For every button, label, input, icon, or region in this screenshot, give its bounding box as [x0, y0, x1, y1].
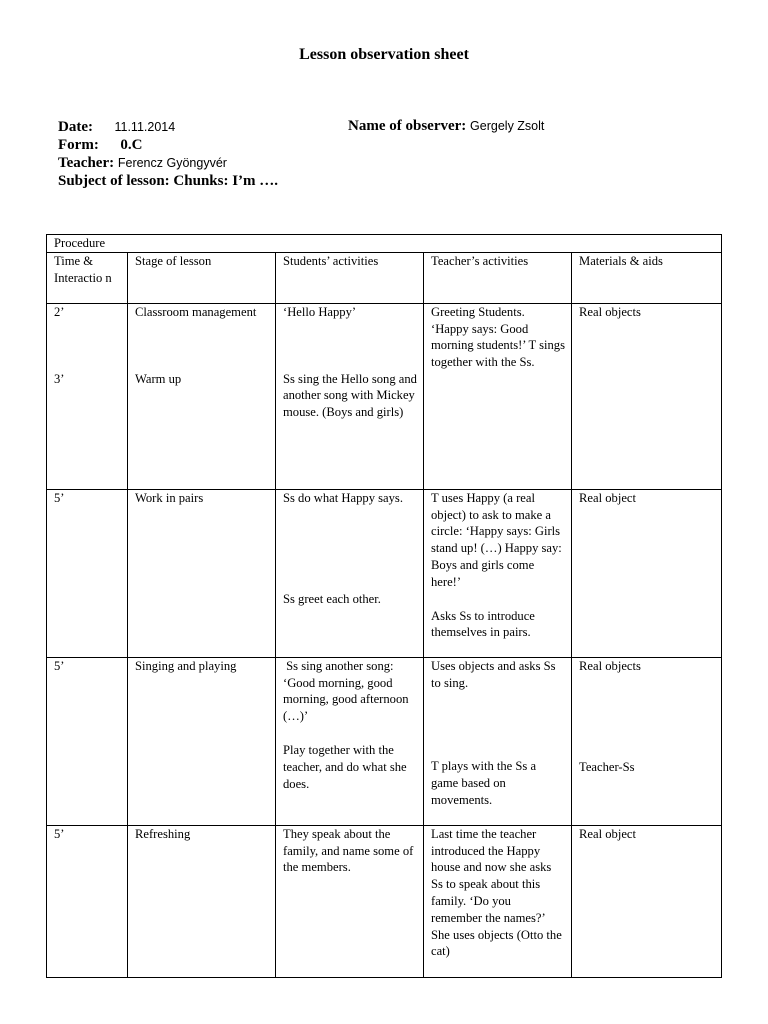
stage-value: Classroom management — [135, 304, 257, 319]
observation-table — [46, 234, 722, 978]
table-row — [47, 825, 722, 977]
date-row — [58, 118, 278, 136]
time-cell — [47, 657, 128, 825]
materials-cell — [572, 657, 722, 825]
students-value: Ss do what Happy says. — [283, 490, 403, 505]
materials-cell — [572, 303, 722, 489]
table-row — [47, 489, 722, 657]
students-value: Ss sing another song: ‘Good morning, good morning, good afternoon (…)’ — [283, 658, 412, 724]
header-teacher: Teacher’s activities — [424, 252, 572, 303]
header-students: Students’ activities — [276, 252, 424, 303]
materials-cell — [572, 489, 722, 657]
time-value: 2’ — [54, 304, 65, 319]
materials-value: Real object — [579, 490, 636, 505]
stage-value: Work in pairs — [135, 490, 204, 505]
time-cell — [47, 303, 128, 489]
time-value: 5’ — [54, 490, 65, 505]
document-title: Lesson observation sheet — [299, 46, 469, 63]
stage-cell — [128, 657, 276, 825]
header-materials: Materials & aids — [572, 252, 722, 303]
procedure-cell: Procedure — [47, 235, 722, 253]
teacher-value: T uses Happy (a real object) to ask to make a circle: ‘Happy says: Girls stand up! (…) Happy say: Boys and girls come here!’ — [431, 490, 562, 589]
stage-cell — [128, 489, 276, 657]
form-label: Form: — [58, 137, 99, 153]
subject-value: Chunks: I’m …. — [173, 173, 279, 189]
table-row — [47, 303, 722, 489]
procedure-row — [47, 235, 722, 253]
materials-value: Teacher-Ss — [579, 759, 635, 774]
teacher-cell — [424, 657, 572, 825]
stage-value: Singing and playing — [135, 658, 237, 673]
stage-value: Refreshing — [135, 826, 191, 841]
observer-value: Gergely Zsolt — [470, 119, 545, 133]
subject-label: Subject of lesson: — [58, 173, 170, 189]
students-value: Play together with the teacher, and do what she does. — [283, 742, 407, 791]
header-stage: Stage of lesson — [128, 252, 276, 303]
teacher-value: Ferencz Gyöngyvér — [117, 156, 227, 170]
materials-value: Real object — [579, 826, 636, 841]
teacher-value: Asks Ss to introduce themselves in pairs. — [431, 608, 535, 640]
time-value: 5’ — [54, 826, 65, 841]
teacher-value: Uses objects and asks Ss to sing. — [431, 658, 556, 690]
materials-cell — [572, 825, 722, 977]
stage-value: Warm up — [135, 371, 182, 386]
lesson-meta — [58, 118, 278, 190]
date-value: 11.11.2014 — [114, 120, 176, 134]
students-value: ‘Hello Happy’ — [283, 304, 357, 319]
time-value: 3’ — [54, 371, 65, 386]
materials-value: Real objects — [579, 304, 641, 319]
teacher-cell — [424, 825, 572, 977]
form-value: 0.C — [120, 137, 143, 153]
students-cell — [276, 825, 424, 977]
time-cell — [47, 825, 128, 977]
header-row — [47, 252, 722, 303]
students-value: Ss sing the Hello song and another song with Mickey mouse. (Boys and girls) — [283, 371, 417, 420]
stage-cell — [128, 825, 276, 977]
teacher-label: Teacher: — [58, 155, 115, 171]
materials-value: Real objects — [579, 658, 641, 673]
time-cell — [47, 489, 128, 657]
teacher-row — [58, 154, 278, 172]
teacher-value: Last time the teacher introduced the Happy house and now she asks Ss to speak about this family. ‘Do you remember the names?’ She uses objects (Otto the cat) — [431, 826, 562, 959]
students-value: They speak about the family, and name some of the members. — [283, 826, 414, 875]
students-cell — [276, 489, 424, 657]
time-value: 5’ — [54, 658, 65, 673]
students-cell — [276, 303, 424, 489]
header-time: Time & Interactio n — [47, 252, 128, 303]
teacher-cell — [424, 489, 572, 657]
students-cell — [276, 657, 424, 825]
table-row — [47, 657, 722, 825]
observer-label: Name of observer: — [348, 118, 467, 134]
students-value: Ss greet each other. — [283, 591, 381, 606]
teacher-cell — [424, 303, 572, 489]
teacher-value: T plays with the Ss a game based on movements. — [431, 759, 537, 807]
date-label: Date: — [58, 119, 93, 135]
form-row — [58, 136, 278, 154]
teacher-value: Greeting Students. ‘Happy says: Good morning students!’ T sings together with the Ss. — [431, 304, 565, 370]
stage-cell — [128, 303, 276, 489]
observer-row — [348, 118, 544, 135]
subject-row — [58, 172, 278, 190]
